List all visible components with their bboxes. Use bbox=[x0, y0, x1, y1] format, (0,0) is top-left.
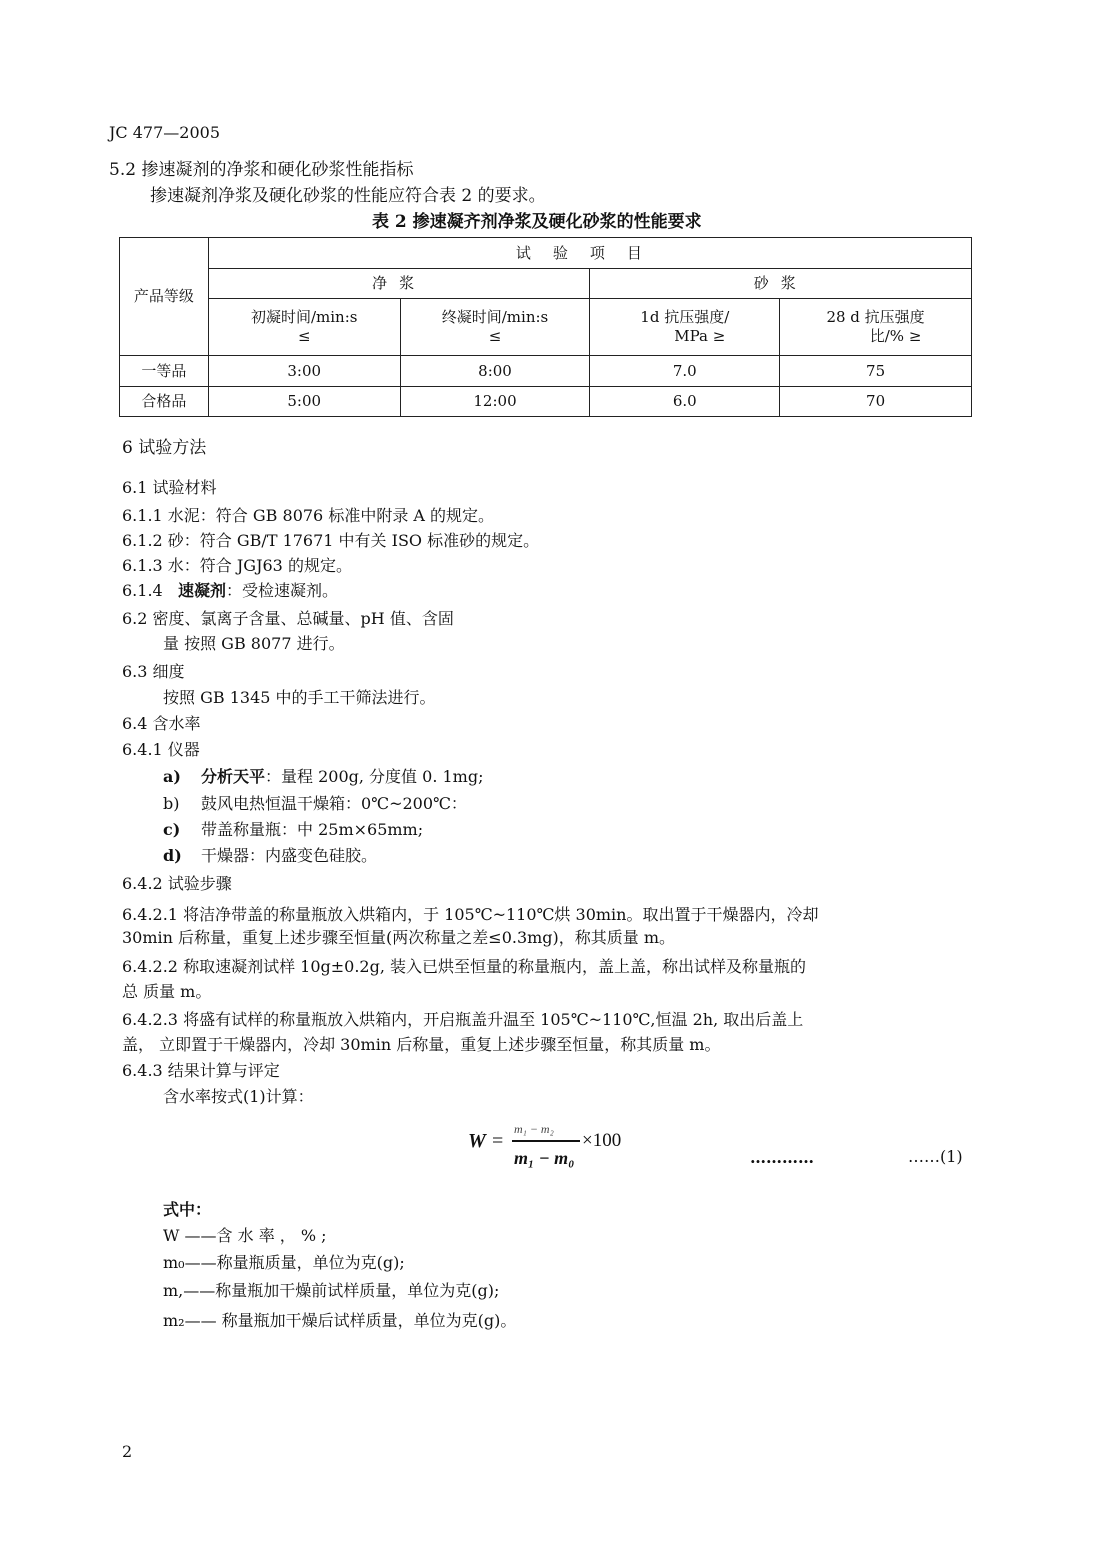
formula-dots: ………… bbox=[750, 1148, 814, 1167]
grade-cell: 合格品 bbox=[120, 387, 209, 417]
section-6-4-2-3-line2: 盖， 立即置于干燥器内，冷却 30min 后称量，重复上述步骤至恒量，称其质量 m。 bbox=[122, 1035, 721, 1054]
col-initial-set-label: 初凝时间/min:s bbox=[250, 308, 358, 327]
item-d-text: 干燥器：内盛变色硅胶。 bbox=[201, 846, 378, 865]
col-initial-set-header bbox=[208, 299, 400, 356]
item-a-label: 分析天平 bbox=[201, 767, 266, 786]
formula-lhs: W bbox=[468, 1130, 486, 1152]
definition-m1: m,——称量瓶加干燥前试样质量，单位为克(g); bbox=[163, 1281, 500, 1300]
col-final-set-header bbox=[400, 299, 590, 356]
item-d-marker: d) bbox=[163, 846, 182, 865]
section-6-1-4-number: 6.1.4 bbox=[122, 581, 163, 600]
definition-m0: m₀——称量瓶质量，单位为克(g); bbox=[163, 1253, 405, 1272]
col-28d-ratio-unit: 比/% ≥ bbox=[869, 327, 922, 345]
section-6-4-2-1-line2: 30min 后称量，重复上述步骤至恒量(两次称量之差≤0.3mg)，称其质量 m。 bbox=[122, 928, 676, 947]
where-heading: 式中： bbox=[163, 1200, 212, 1219]
doc-code: JC 477—2005 bbox=[109, 123, 220, 142]
section-5-2-heading: 5.2 掺速凝剂的净浆和硬化砂浆性能指标 bbox=[109, 160, 414, 180]
table-row bbox=[120, 356, 972, 387]
item-c-text: 带盖称量瓶：中 25m×65mm; bbox=[201, 820, 424, 839]
col-initial-set-symbol: ≤ bbox=[297, 327, 311, 345]
col-final-set-symbol: ≤ bbox=[488, 327, 502, 345]
page-number: 2 bbox=[122, 1442, 133, 1461]
final-set-cell: 8:00 bbox=[400, 356, 590, 387]
performance-table bbox=[119, 237, 972, 417]
table-title: 表 2 掺速凝齐剂净浆及硬化砂浆的性能要求 bbox=[372, 212, 702, 232]
section-6-2: 6.2 密度、氯离子含量、总碱量、pH 值、含固 bbox=[122, 609, 454, 628]
section-6-1: 6.1 试验材料 bbox=[122, 478, 217, 497]
section-6-4-2-1-line1: 6.4.2.1 将洁净带盖的称量瓶放入烘箱内，于 105℃~110℃烘 30min。取出置于干燥器内，冷却 bbox=[122, 905, 819, 924]
col-1d-strength-unit: MPa ≥ bbox=[674, 327, 726, 345]
section-6-1-1: 6.1.1 水泥：符合 GB 8076 标准中附录 A 的规定。 bbox=[122, 506, 495, 525]
formula-numerator: m₁ − m₂ bbox=[514, 1122, 554, 1136]
formula-multiplier: ×100 bbox=[582, 1130, 622, 1151]
section-6-3-text: 按照 GB 1345 中的手工干筛法进行。 bbox=[163, 688, 436, 707]
initial-set-cell: 5:00 bbox=[208, 387, 400, 417]
fraction-bar bbox=[512, 1140, 580, 1142]
section-6-4: 6.4 含水率 bbox=[122, 714, 201, 733]
item-b-text: 鼓风电热恒温干燥箱：0℃~200℃： bbox=[201, 794, 467, 813]
section-6-4-2-2-line1: 6.4.2.2 称取速凝剂试样 10g±0.2g, 装入已烘至恒量的称量瓶内，盖上盖，称出试样及称量瓶的 bbox=[122, 957, 807, 976]
col-final-set-label: 终凝时间/min:s bbox=[441, 308, 549, 327]
section-6-3: 6.3 细度 bbox=[122, 662, 185, 681]
instrument-item-d bbox=[163, 848, 377, 864]
col-28d-ratio-header bbox=[780, 299, 972, 356]
paste-group-header: 净浆 bbox=[372, 274, 427, 293]
equation-number: ……(1) bbox=[908, 1147, 963, 1166]
section-6-4-1: 6.4.1 仪器 bbox=[122, 740, 200, 759]
item-a-marker: a) bbox=[163, 767, 181, 786]
section-6-4-3: 6.4.3 结果计算与评定 bbox=[122, 1061, 280, 1080]
item-a-text: ：量程 200g, 分度值 0. 1mg; bbox=[265, 767, 484, 786]
formula-equals: = bbox=[492, 1130, 504, 1152]
test-items-header: 试验项目 bbox=[515, 243, 664, 262]
section-6-1-4-label: 速凝剂 bbox=[177, 581, 226, 600]
section-6-1-2: 6.1.2 砂：符合 GB/T 17671 中有关 ISO 标准砂的规定。 bbox=[122, 531, 540, 550]
final-set-cell: 12:00 bbox=[400, 387, 590, 417]
calc-intro: 含水率按式(1)计算： bbox=[163, 1087, 314, 1106]
instrument-item-a bbox=[163, 769, 483, 785]
formula-denominator: m₁ − m₀ bbox=[514, 1148, 575, 1168]
strength-1d-cell: 7.0 bbox=[590, 356, 780, 387]
ratio-28d-cell: 70 bbox=[780, 387, 972, 417]
initial-set-cell: 3:00 bbox=[208, 356, 400, 387]
section-6-4-2: 6.4.2 试验步骤 bbox=[122, 874, 232, 893]
section-6-heading: 6 试验方法 bbox=[122, 438, 207, 458]
section-5-2-intro: 掺速凝剂净浆及硬化砂浆的性能应符合表 2 的要求。 bbox=[150, 186, 546, 206]
item-c-marker: c) bbox=[163, 820, 181, 839]
section-6-4-2-2-line2: 总 质量 m。 bbox=[122, 982, 212, 1001]
definition-w: W ——含 水 率 ， % ; bbox=[163, 1226, 327, 1245]
col-1d-strength-header bbox=[590, 299, 780, 356]
section-6-1-3: 6.1.3 水：符合 JGJ63 的规定。 bbox=[122, 556, 352, 575]
strength-1d-cell: 6.0 bbox=[590, 387, 780, 417]
mortar-group-header: 砂浆 bbox=[753, 274, 808, 293]
section-6-4-2-3-line1: 6.4.2.3 将盛有试样的称量瓶放入烘箱内，开启瓶盖升温至 105℃~110℃,恒温 2h, 取出后盖上 bbox=[122, 1010, 804, 1029]
table-row bbox=[120, 387, 972, 417]
grade-cell: 一等品 bbox=[120, 356, 209, 387]
grade-header: 产品等级 bbox=[120, 238, 209, 356]
section-6-1-4 bbox=[122, 583, 338, 599]
section-6-2-continued: 量 按照 GB 8077 进行。 bbox=[163, 634, 345, 653]
col-28d-ratio-label: 28 d 抗压强度 bbox=[826, 308, 925, 327]
col-1d-strength-label: 1d 抗压强度/ bbox=[640, 308, 730, 327]
instrument-item-b bbox=[163, 796, 467, 812]
definition-m2: m₂—— 称量瓶加干燥后试样质量，单位为克(g)。 bbox=[163, 1311, 517, 1330]
item-b-marker: b) bbox=[163, 794, 180, 813]
section-6-1-4-text: ：受检速凝剂。 bbox=[226, 581, 339, 600]
instrument-item-c bbox=[163, 822, 423, 838]
moisture-formula bbox=[468, 1124, 638, 1176]
ratio-28d-cell: 75 bbox=[780, 356, 972, 387]
